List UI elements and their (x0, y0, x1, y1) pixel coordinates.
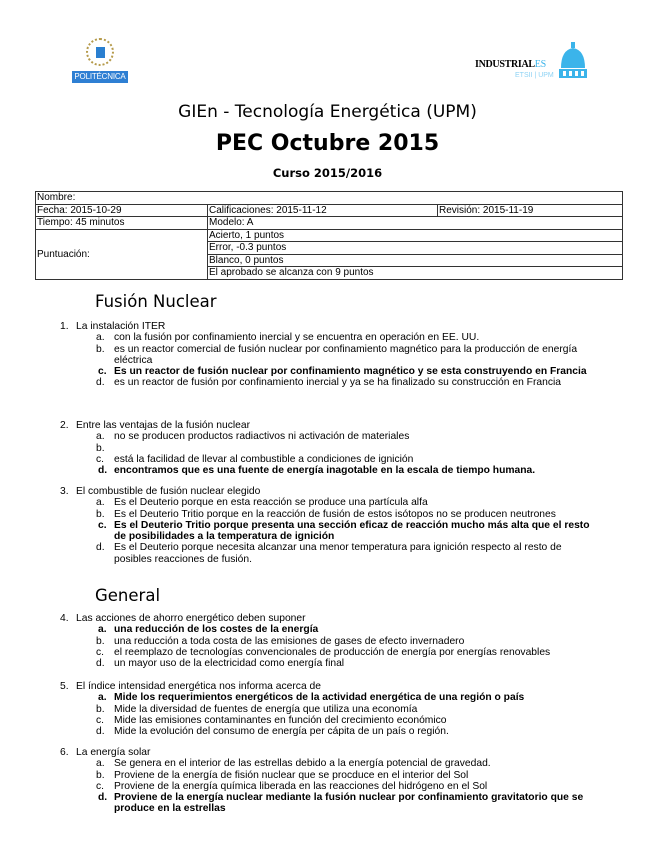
upm-logo (72, 38, 128, 86)
answer-option (60, 636, 590, 647)
answer-option (60, 332, 590, 343)
answer-option-correct (60, 792, 590, 815)
option-text: Es el Deuterio porque necesita alcanzar una menor temperatura para ignición respecto al resto de posibles reacciones de fusión. (114, 542, 562, 565)
option-letter: b. (96, 343, 105, 355)
option-text: Se genera en el interior de las estrellas debido a la energía potencial de gravedad. (114, 758, 491, 770)
question (60, 613, 600, 669)
question-number: 2. (60, 420, 69, 431)
question-text: El índice intensidad energética nos informa acerca de (76, 681, 321, 692)
course-title: GIEn - Tecnología Energética (UPM) (178, 102, 477, 122)
option-letter: d. (96, 377, 105, 389)
section-title: Fusión Nuclear (95, 292, 217, 311)
answer-option (60, 377, 590, 388)
option-text: Es el Deuterio Tritio porque en la reacción de fusión de estos isótopos no se producen neutrones (114, 508, 556, 520)
option-letter: c. (96, 453, 105, 465)
scoring-blank: Blanco, 0 puntos (208, 254, 623, 267)
option-text: no se producen productos radiactivos ni activación de materiales (114, 431, 410, 443)
question-number: 4. (60, 613, 69, 624)
option-text: Es el Deuterio Tritio porque presenta una sección eficaz de reacción mucho más alta que el resto de posibilidades a la temperatura de ignición (114, 519, 590, 543)
industriales-logo-text: INDUSTRIAL (475, 59, 535, 70)
option-letter: d. (98, 465, 108, 477)
question-text: El combustible de fusión nuclear elegido (76, 486, 261, 497)
answer-option (60, 344, 590, 367)
option-letter: a. (98, 692, 107, 704)
option-letter: d. (96, 542, 105, 554)
option-text: Proviene de la energía nuclear mediante la fusión nuclear por confinamiento gravitatorio que se produce en la estrellas (114, 792, 584, 815)
option-text: Es el Deuterio porque en esta reacción se produce una partícula alfa (114, 497, 428, 509)
option-letter: b. (96, 703, 105, 715)
option-text: Mide los requerimientos energéticos de la actividad energética de una región o país (114, 692, 525, 704)
option-letter: a. (98, 624, 107, 636)
question-text: La instalación ITER (76, 321, 166, 332)
option-letter: a. (96, 431, 105, 443)
name-field: Nombre: (36, 192, 623, 205)
option-text: Proviene de la energía de fisión nuclear que se procduce en el interior del Sol (114, 769, 469, 781)
answer-option-correct (60, 465, 590, 476)
scoring-correct: Acierto, 1 puntos (208, 229, 623, 242)
option-text: el reemplazo de tecnologías convencionales de producción de energía por energías renovables (114, 646, 551, 658)
option-text: encontramos que es una fuente de energía inagotable en la escala de tiempo humana. (114, 465, 536, 477)
question (60, 747, 600, 815)
answer-option (60, 758, 590, 769)
question-text: La energía solar (76, 747, 151, 758)
question-stem (60, 321, 600, 332)
question (60, 486, 600, 565)
question-stem (60, 747, 600, 758)
option-text: Proviene de la energía química liberada en las reacciones del hidrógeno en el Sol (114, 780, 488, 792)
option-text: es un reactor de fusión por confinamiento inercial y ya se ha finalizado su construcción en Francia (114, 377, 562, 389)
dome-icon (557, 42, 589, 80)
answer-option-correct (60, 692, 590, 703)
industriales-logo-subtext: ETSII | UPM (515, 72, 554, 79)
option-letter: b. (96, 635, 105, 647)
review-date-cell: Revisión: 2015-11-19 (438, 204, 623, 217)
question-stem (60, 613, 600, 624)
answer-option (60, 443, 590, 454)
date-cell: Fecha: 2015-10-29 (36, 204, 208, 217)
answer-option (60, 509, 590, 520)
option-text: está la facilidad de llevar al combustible a condiciones de ignición (114, 453, 414, 465)
option-letter: d. (96, 726, 105, 738)
option-text: Mide las emisiones contaminantes en función del crecimiento económico (114, 714, 447, 726)
option-letter: c. (98, 519, 107, 531)
option-letter: d. (98, 792, 108, 804)
scoring-label: Puntuación: (36, 229, 208, 279)
option-letter: c. (96, 780, 105, 792)
option-letter: c. (96, 646, 105, 658)
option-text: una reducción de los costes de la energía (114, 624, 319, 636)
option-letter: d. (96, 658, 105, 670)
scoring-pass: El aprobado se alcanza con 9 puntos (208, 267, 623, 280)
option-text: Mide la diversidad de fuentes de energía que utiliza una economía (114, 703, 418, 715)
option-text: una reducción a toda costa de las emisiones de gases de efecto invernadero (114, 635, 465, 647)
option-letter: c. (96, 714, 105, 726)
option-letter: a. (96, 497, 105, 509)
option-letter: a. (96, 332, 105, 344)
option-letter: b. (96, 508, 105, 520)
university-seal-icon (86, 38, 114, 66)
option-text: Es un reactor de fusión nuclear por confinamiento magnético y se esta construyendo en Francia (114, 366, 587, 378)
option-letter: a. (96, 758, 105, 770)
option-letter: b. (96, 769, 105, 781)
question (60, 321, 600, 389)
question-stem (60, 681, 600, 692)
option-letter: c. (98, 366, 107, 378)
question-number: 5. (60, 681, 69, 692)
answer-option (60, 542, 590, 565)
course-year: Curso 2015/2016 (272, 166, 383, 180)
option-text: Mide la evolución del consumo de energía per cápita de un país o región. (114, 726, 449, 738)
answer-option (60, 647, 590, 658)
question-number: 6. (60, 747, 69, 758)
section-title: General (95, 586, 161, 605)
option-text: un mayor uso de la electricidad como energía final (114, 658, 345, 670)
option-text: es un reactor comercial de fusión nuclear por confinamiento magnético para la producción de energía eléctrica (114, 343, 578, 366)
time-cell: Tiempo: 45 minutos (36, 217, 208, 230)
scoring-error: Error, -0.3 puntos (208, 242, 623, 255)
question (60, 420, 600, 476)
question-stem (60, 420, 600, 431)
upm-logo-text: POLITÉCNICA (72, 71, 128, 83)
question-stem (60, 486, 600, 497)
question-text: Las acciones de ahorro energético deben suponer (76, 613, 306, 624)
answer-option (60, 726, 590, 737)
answer-option (60, 658, 590, 669)
exam-info-table (35, 191, 623, 280)
question (60, 681, 600, 737)
answer-option (60, 704, 590, 715)
industriales-logo-suffix: ES (534, 59, 546, 70)
answer-option-correct (60, 624, 590, 635)
model-cell: Modelo: A (208, 217, 623, 230)
answer-option (60, 497, 590, 508)
answer-option (60, 770, 590, 781)
question-text: Entre las ventajas de la fusión nuclear (76, 420, 251, 431)
answer-option (60, 431, 590, 442)
answer-option-correct (60, 520, 590, 543)
grades-date-cell: Calificaciones: 2015-11-12 (208, 204, 438, 217)
answer-option (60, 715, 590, 726)
industriales-logo (475, 40, 590, 82)
answer-option-correct (60, 366, 590, 377)
answer-option (60, 454, 590, 465)
answer-option (60, 781, 590, 792)
question-number: 3. (60, 486, 69, 497)
option-letter: b. (96, 442, 105, 454)
exam-title: PEC Octubre 2015 (215, 131, 440, 156)
option-text: con la fusión por confinamiento inercial y se encuentra en operación en EE. UU. (114, 332, 480, 344)
question-number: 1. (60, 321, 69, 332)
